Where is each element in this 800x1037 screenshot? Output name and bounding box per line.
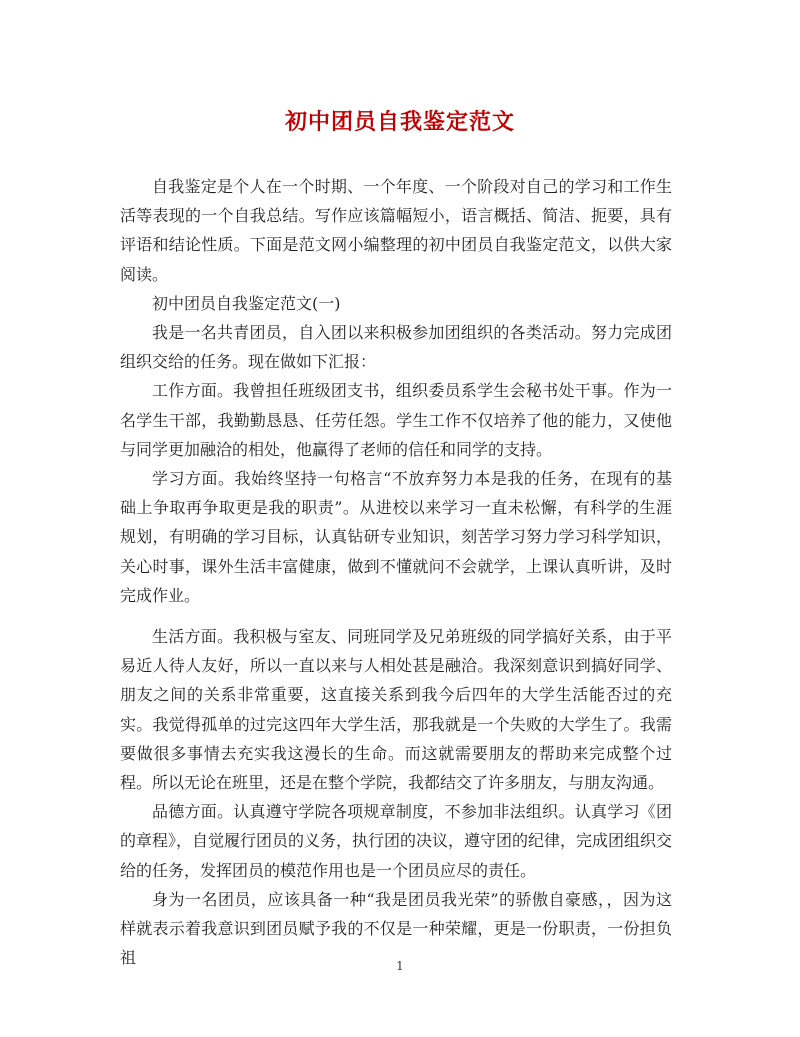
section-heading: 初中团员自我鉴定范文(一) [152,293,341,313]
morality-paragraph: 品德方面。认真遵守学院各项规章制度，不参加非法组织。认真学习《团的章程》，自觉履行团员的义务，执行团的决议，遵守团的纪律，完成团组织交给的任务，发挥团员的模范作用也是一个团员应尽的责任。 [120,802,673,880]
intro-paragraph: 自我鉴定是个人在一个时期、一个年度、一个阶段对自己的学习和工作生活等表现的一个自我总结。写作应该篇幅短小，语言概括、简洁、扼要，具有评语和结论性质。下面是范文网小编整理的初中团员自我鉴定范文，以供大家阅读。 [120,177,672,284]
life-paragraph: 生活方面。我积极与室友、同班同学及兄弟班级的同学搞好关系，由于平易近人待人友好，所以一直以来与人相处甚是融洽。我深刻意识到搞好同学、朋友之间的关系非常重要，这直接关系到我今后四年的大学生活能否过的充实。我觉得孤单的过完这四年大学生活，那我就是一个失败的大学生了。我需要做很多事情去充实我这漫长的生命。而这就需要朋友的帮助来完成整个过程。所以无论在班里，还是在整个学院，我都结交了许多朋友，与朋友沟通。 [120,627,672,793]
document-title: 初中团员自我鉴定范文 [284,109,515,135]
document-body [120,172,672,972]
closing-paragraph: 身为一名团员，应该具备一种“我是团员我光荣”的骄傲自豪感，，因为这样就表示着我意识到团员赋予我的不仅是一种荣耀，更是一份职责，一份担负祖 [120,889,672,968]
work-paragraph: 工作方面。我曾担任班级团支书，组织委员系学生会秘书处干事。作为一名学生干部，我勤勤恳恳、任劳任怨。学生工作不仅培养了他的能力，又使他与同学更加融洽的相处，他赢得了老师的信任和同学的支持。 [120,381,672,459]
study-paragraph: 学习方面。我始终坚持一句格言“不放弃努力本是我的任务，在现有的基础上争取再争取更是我的职责”。从进校以来学习一直未松懈，有科学的生涯规划，有明确的学习目标，认真钻研专业知识，刻苦学习努力学习科学知识，关心时事，课外生活丰富健康，做到不懂就问不会就学，上课认真听讲，及时完成作业。 [120,469,672,605]
opening-paragraph: 我是一名共青团员，自入团以来积极参加团组织的各类活动。努力完成团组织交给的任务。现在做如下汇报： [120,323,672,372]
page-number: 1 [396,959,404,973]
